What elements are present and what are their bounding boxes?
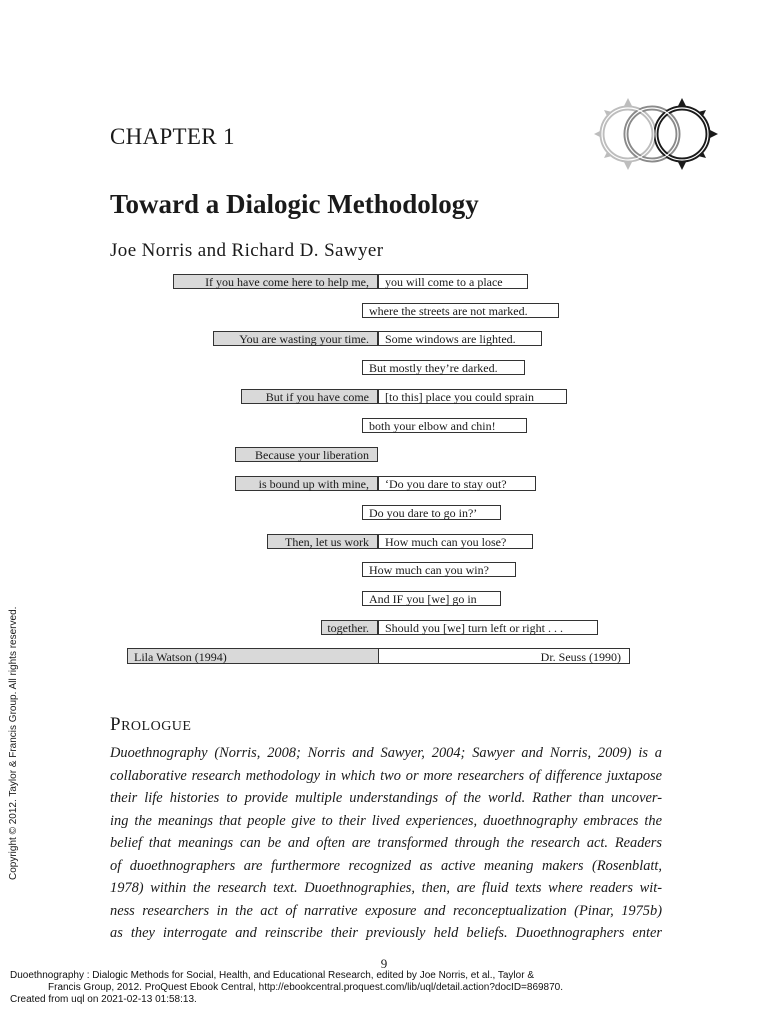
poem-right-line: Do you dare to go in?’ bbox=[362, 505, 501, 520]
poem-right-attribution: Dr. Seuss (1990) bbox=[378, 648, 630, 664]
citation-footer bbox=[10, 970, 563, 1006]
heading-rest: ROLOGUE bbox=[121, 719, 192, 734]
paragraph-line: Duoethnography (Norris, 2008; Norris and Sawyer, 2004; Sawyer and Norris, 2009) is a bbox=[110, 745, 662, 761]
paragraph-line: ness researchers in the act of narrative exposure and reconceptualization (Pinar, 1975b) bbox=[110, 902, 662, 919]
paragraph-line: belief that meanings can be and often are transformed through the research act. Readers bbox=[110, 835, 662, 851]
paragraph-line: 1978) within the research text. Duoethnographies, then, are fluid texts where readers wit- bbox=[110, 880, 662, 896]
poem-left-attribution: Lila Watson (1994) bbox=[127, 648, 379, 664]
paragraph-line: collaborative research methodology in which two or more researchers of difference juxtapose bbox=[110, 767, 662, 784]
poem-right-line: But mostly they’re darked. bbox=[362, 360, 525, 375]
poem-right-line: And IF you [we] go in bbox=[362, 591, 501, 606]
poem-right-line: Some windows are lighted. bbox=[378, 331, 542, 346]
poem-left-line: You are wasting your time. bbox=[213, 331, 378, 346]
poem-left-line: Because your liberation bbox=[235, 447, 378, 462]
side-copyright-notice: Copyright © 2012. Taylor & Francis Group. All rights reserved. bbox=[8, 606, 19, 880]
poem-left-line: is bound up with mine, bbox=[235, 476, 378, 491]
poem-left-line: If you have come here to help me, bbox=[173, 274, 378, 289]
poem-right-line: How much can you win? bbox=[362, 562, 516, 577]
chapter-title: Toward a Dialogic Methodology bbox=[110, 189, 479, 219]
paragraph-line: as they interrogate and reinscribe their previously held beliefs. Duoethnographers enter bbox=[110, 925, 662, 941]
page-number: 9 bbox=[380, 956, 388, 971]
footer-line: Francis Group, 2012. ProQuest Ebook Central, http://ebookcentral.proquest.com/lib/uql/detail.action?docID=869870. bbox=[48, 982, 564, 993]
footer-line: Created from uql on 2021-02-13 01:58:13. bbox=[10, 994, 197, 1005]
paragraph-line: their life histories to provide multiple understandings of the world. Rather than uncover- bbox=[110, 790, 662, 806]
chapter-authors: Joe Norris and Richard D. Sawyer bbox=[110, 240, 384, 261]
paragraph-line: of duoethnographers are furthermore recognized as active meaning makers (Rosenblatt, bbox=[110, 857, 662, 874]
paragraph-line: ing the meanings that people give to their lived experiences, duoethnography embraces the bbox=[110, 812, 662, 829]
chapter-label: CHAPTER 1 bbox=[110, 124, 235, 149]
poem-left-line: But if you have come bbox=[241, 389, 378, 404]
heading-initial: P bbox=[110, 714, 122, 735]
poem-left-line: Then, let us work bbox=[267, 534, 378, 549]
poem-right-line: both your elbow and chin! bbox=[362, 418, 527, 433]
poem-right-line: where the streets are not marked. bbox=[362, 303, 559, 318]
poem-right-line: How much can you lose? bbox=[378, 534, 533, 549]
prologue-paragraph bbox=[110, 742, 662, 945]
poem-left-line: together. bbox=[321, 620, 378, 635]
poem-right-line: Should you [we] turn left or right . . . bbox=[378, 620, 598, 635]
footer-line: Duoethnography : Dialogic Methods for Social, Health, and Educational Research, edited by Joe Norris, et al., Taylor & bbox=[10, 970, 534, 981]
poem-right-line: [to this] place you could sprain bbox=[378, 389, 567, 404]
poem-right-line: you will come to a place bbox=[378, 274, 528, 289]
section-heading-prologue bbox=[110, 714, 191, 736]
poem-right-line: ‘Do you dare to stay out? bbox=[378, 476, 536, 491]
chapter-ornament-logo bbox=[590, 92, 730, 172]
